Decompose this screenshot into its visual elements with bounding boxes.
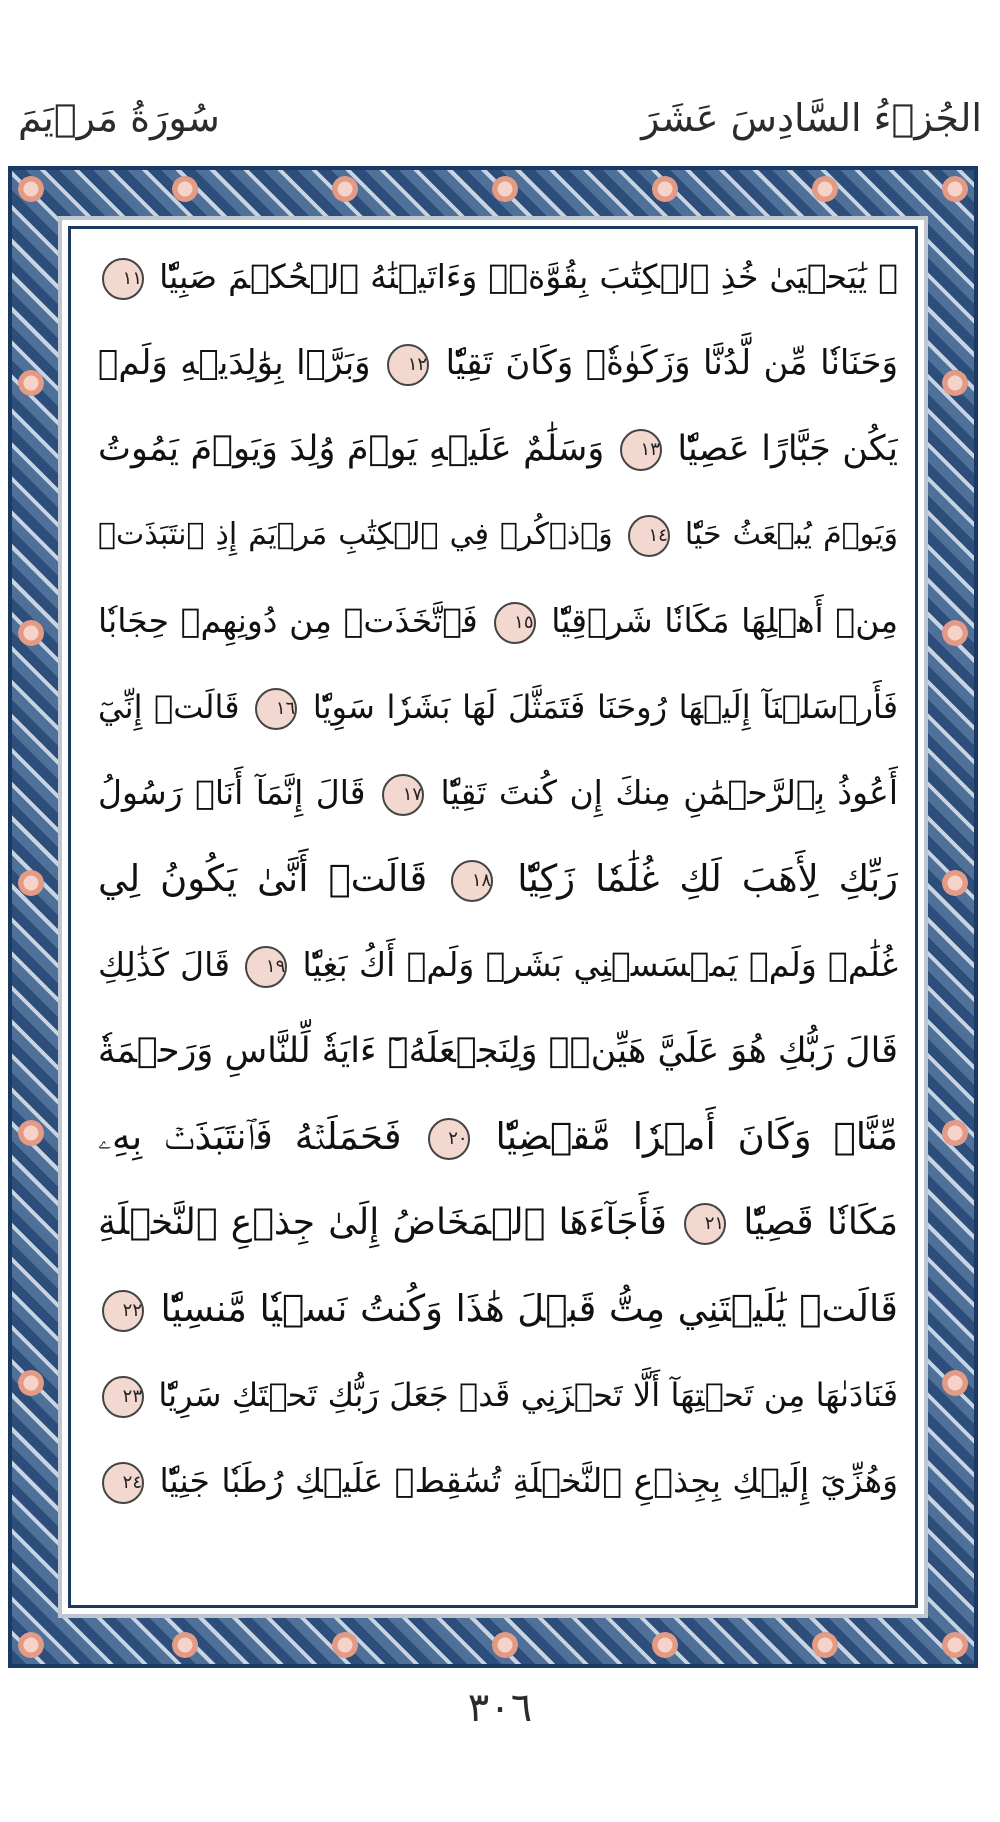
text-line (98, 836, 898, 922)
ayah-number-marker: ٢٢ (102, 1290, 144, 1332)
border-flower-icon (492, 1632, 518, 1658)
verse-text: مِّنَّاۚ وَكَانَ أَمۡرٗا مَّقۡضِيّٗا (495, 1115, 898, 1158)
page-number: ٣٠٦ (467, 1685, 533, 1731)
text-line (98, 1266, 898, 1352)
ayah-number-marker: ٢٠ (428, 1118, 470, 1160)
ayah-number-marker: ١٧ (382, 774, 424, 816)
corner-flower-icon (942, 1632, 968, 1658)
border-flower-icon (172, 176, 198, 202)
ayah-number-marker: ١٦ (255, 688, 297, 730)
verse-text: وَحَنَانٗا مِّن لَّدُنَّا وَزَكَوٰةٗۖ وَكَانَ تَقِيّٗا (445, 343, 898, 383)
text-line (98, 750, 898, 836)
corner-flower-icon (942, 176, 968, 202)
border-flower-icon (172, 1632, 198, 1658)
border-flower-icon (652, 176, 678, 202)
verse-text: يَكُن جَبَّارًا عَصِيّٗا (677, 429, 898, 469)
verse-text: فَنَادَىٰهَا مِن تَحۡتِهَآ أَلَّا تَحۡزَنِي قَدۡ جَعَلَ رَبُّكِ تَحۡتَكِ سَرِيّٗا (158, 1376, 898, 1414)
verse-text: قَالَتۡ إِنِّيٓ (98, 688, 240, 726)
text-line (98, 1094, 898, 1180)
surah-name: سُورَةُ مَرۡيَمَ (18, 96, 220, 140)
text-line (98, 922, 898, 1008)
ayah-number-marker: ١٣ (620, 429, 662, 471)
border-flower-icon (942, 870, 968, 896)
text-line (98, 664, 898, 750)
ayah-number-marker: ٢٣ (102, 1376, 144, 1418)
text-line (98, 406, 898, 492)
verse-text: أَعُوذُ بِٱلرَّحۡمَٰنِ مِنكَ إِن كُنتَ تَقِيّٗا (440, 773, 898, 812)
border-flower-icon (942, 1120, 968, 1146)
verse-text: فَأَرۡسَلۡنَآ إِلَيۡهَا رُوحَنَا فَتَمَثَّلَ لَهَا بَشَرٗا سَوِيّٗا (312, 688, 898, 726)
verse-text: قَالَ إِنَّمَآ أَنَا۠ رَسُولُ (98, 773, 366, 812)
text-line (98, 320, 898, 406)
border-flower-icon (18, 870, 44, 896)
text-line (98, 1352, 898, 1438)
text-line (98, 492, 898, 578)
text-line (98, 1438, 898, 1524)
ayah-number-marker: ١٥ (494, 602, 536, 644)
border-flower-icon (942, 620, 968, 646)
verse-text: وَٱذۡكُرۡ فِي ٱلۡكِتَٰبِ مَرۡيَمَ إِذِ ٱنتَبَذَتۡ (98, 517, 613, 552)
border-flower-icon (332, 1632, 358, 1658)
ayah-number-marker: ١١ (102, 258, 144, 300)
text-line (98, 1180, 898, 1266)
verse-text: وَبَرَّۢا بِوَٰلِدَيۡهِ وَلَمۡ (98, 343, 371, 383)
text-line (98, 234, 898, 320)
verse-text: فَٱتَّخَذَتۡ مِن دُونِهِمۡ حِجَابٗا (98, 601, 478, 640)
ayah-number-marker: ٢٤ (102, 1462, 144, 1504)
verse-text: غُلَٰمٞ وَلَمۡ يَمۡسَسۡنِي بَشَرٞ وَلَمۡ أَكُ بَغِيّٗا (302, 945, 898, 984)
border-flower-icon (652, 1632, 678, 1658)
border-flower-icon (18, 1370, 44, 1396)
verse-text: مَكَانٗا قَصِيّٗا (743, 1202, 898, 1243)
ayah-number-marker: ١٤ (628, 515, 670, 557)
verse-text: قَالَ كَذَٰلِكِ (98, 945, 230, 984)
border-flower-icon (332, 176, 358, 202)
verse-text: رَبِّكِ لِأَهَبَ لَكِ غُلَٰمٗا زَكِيّٗا (517, 857, 898, 900)
text-line (98, 578, 898, 664)
verse-text: فَأَجَآءَهَا ٱلۡمَخَاضُ إِلَىٰ جِذۡعِ ٱلنَّخۡلَةِ (98, 1202, 667, 1243)
corner-flower-icon (18, 1632, 44, 1658)
border-flower-icon (942, 1370, 968, 1396)
verse-text: وَسَلَٰمٌ عَلَيۡهِ يَوۡمَ وُلِدَ وَيَوۡمَ يَمُوتُ (98, 429, 605, 469)
border-flower-icon (492, 176, 518, 202)
border-flower-icon (812, 176, 838, 202)
ayah-number-marker: ١٢ (387, 344, 429, 386)
border-flower-icon (942, 370, 968, 396)
verse-text: قَالَتۡ يَٰلَيۡتَنِي مِتُّ قَبۡلَ هَٰذَا وَكُنتُ نَسۡيٗا مَّنسِيّٗا (160, 1287, 898, 1330)
juz-name: الجُزۡءُ السَّادِسَ عَشَرَ (641, 96, 982, 140)
corner-flower-icon (18, 176, 44, 202)
verse-text: فَحَمَلَتۡهُ فَٱنتَبَذَتۡ بِهِۦ (98, 1115, 402, 1158)
ayah-number-marker: ٢١ (684, 1203, 726, 1245)
verse-text: قَالَ رَبُّكِ هُوَ عَلَيَّ هَيِّنٞۖ وَلِنَجۡعَلَهُۥٓ ءَايَةٗ لِّلنَّاسِ وَرَحۡمَةٗ (98, 1031, 898, 1071)
verse-text: قَالَتۡ أَنَّىٰ يَكُونُ لِي (98, 857, 428, 900)
ayah-number-marker: ١٨ (451, 860, 493, 902)
verse-text: وَهُزِّيٓ إِلَيۡكِ بِجِذۡعِ ٱلنَّخۡلَةِ تُسَٰقِطۡ عَلَيۡكِ رُطَبٗا جَنِيّٗا (159, 1461, 898, 1500)
quran-text-block (98, 234, 898, 1624)
border-flower-icon (812, 1632, 838, 1658)
text-line (98, 1008, 898, 1094)
border-flower-icon (18, 1120, 44, 1146)
border-flower-icon (18, 370, 44, 396)
border-flower-icon (18, 620, 44, 646)
ayah-number-marker: ١٩ (245, 946, 287, 988)
verse-text: وَيَوۡمَ يُبۡعَثُ حَيّٗا (684, 517, 898, 552)
verse-text: ۞ يَٰيَحۡيَىٰ خُذِ ٱلۡكِتَٰبَ بِقُوَّةٖۖ وَءَاتَيۡنَٰهُ ٱلۡحُكۡمَ صَبِيّٗا (159, 257, 898, 296)
verse-text: مِنۡ أَهۡلِهَا مَكَانٗا شَرۡقِيّٗا (551, 601, 898, 640)
